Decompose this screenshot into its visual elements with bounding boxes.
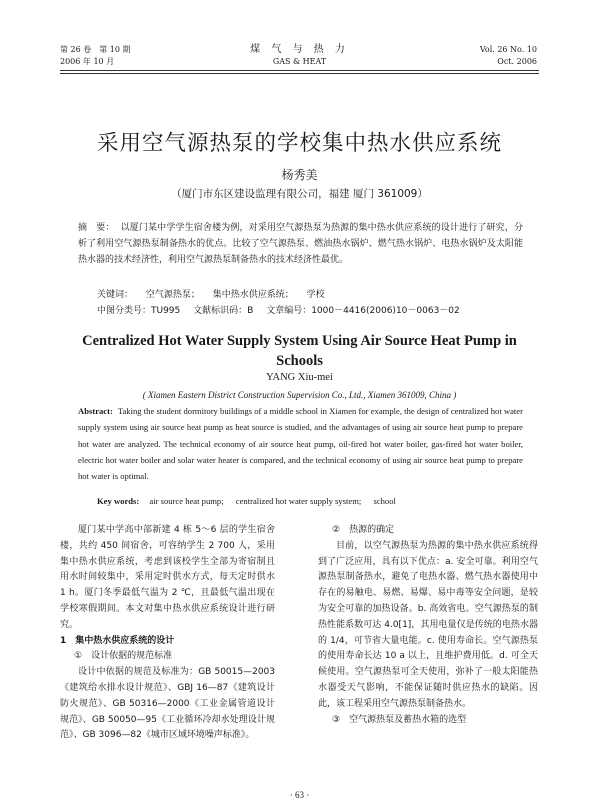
- title-cn: 采用空气源热泵的学校集中热水供应系统: [96, 131, 502, 156]
- abstract-en-label: Abstract:: [78, 406, 113, 416]
- intro-paragraph: 厦门某中学高中部新建 4 栋 5～6 层的学生宿舍楼，共约 450 间宿舍，可容纳学生 2 700 人，采用集中热水供应系统，考虑到该校学生全部为寄宿制且用水时间较集中，采用定时供水方式，每天定时供水 1 h。厦门冬季最低气温为 2 ℃，且最低气温出现在学校寒假期间。本文对集中热水供应系统设计进行研究。: [60, 525, 275, 630]
- header-rule-top: [60, 70, 539, 71]
- keyword-en: school: [373, 496, 396, 506]
- document-code: 文献标识码：B: [193, 306, 254, 316]
- body-column-right: [318, 523, 538, 728]
- volume-issue-cn: 第 26 卷 第 10 期: [60, 45, 131, 54]
- title-en: Centralized Hot Water Supply System Using Air Source Heat Pump in Schools: [82, 333, 517, 369]
- journal-name-cn: 煤 气 与 热 力: [250, 44, 349, 55]
- keyword-cn: 集中热水供应系统；: [212, 290, 294, 300]
- keyword-en: air source heat pump;: [149, 496, 224, 506]
- keywords-en: [97, 496, 406, 506]
- page-number: · 63 ·: [289, 790, 310, 800]
- journal-name-en: GAS & HEAT: [272, 57, 327, 66]
- keywords-cn: [97, 287, 335, 300]
- volume-issue-en: Vol. 26 No. 10: [479, 45, 537, 54]
- clc-number: 中图分类号：TU995: [97, 306, 181, 316]
- author-en: YANG Xiu-mei: [266, 372, 333, 383]
- header-right: [480, 44, 537, 68]
- classification-line: [97, 303, 470, 316]
- affiliation-cn: （厦门市东区建设监理有限公司，福建 厦门 361009）: [171, 188, 428, 200]
- abstract-en: [78, 403, 523, 484]
- subsection-heading: ② 热源的确定: [332, 525, 395, 535]
- keyword-cn: 学校: [306, 290, 325, 300]
- abstract-en-text: Taking the student dormitory buildings of a middle school in Xiamen for example, the design of centralized hot water supply system using air source heat pump as heat source is studied, and the advantages of using air source heat pump to prepare hot water are analyzed. The technical economy of air source heat pump, oil-fired hot water boiler, gas-fired hot water boiler, electric hot water boiler and solar water heater is compared, and the technical economy of using air source heat pump to prepare hot water is optimal.: [78, 406, 523, 482]
- keywords-en-label: Key words:: [97, 496, 140, 506]
- affiliation-en: ( Xiamen Eastern District Construction Supervision Co., Ltd., Xiamen 361009, China ): [142, 390, 457, 400]
- abstract-cn-text: 以厦门某中学学生宿舍楼为例，对采用空气源热泵为热源的集中热水供应系统的设计进行了研究，分析了利用空气源热泵制备热水的优点。比较了空气源热泵、燃油热水锅炉、燃气热水锅炉、电热水锅炉及太阳能热水器的技术经济性，利用空气源热泵制备热水的技术经济性最优。: [78, 223, 523, 265]
- author-cn: 杨秀美: [281, 168, 318, 182]
- body-paragraph: 目前，以空气源热泵为热源的集中热水供应系统得到了广泛应用，具有以下优点：a. 安全可靠。利用空气源热泵制备热水，避免了电热水器、燃气热水器使用中存在的易触电、易燃、易爆、易中毒等安全问题，是较为安全可靠的加热设备。b. 高效省电。空气源热泵的制热性能系数可达 4.0[1]，其用电量仅是传统的电热水器的 1/4，可节省大量电能。c. 使用寿命长。空气源热泵的使用寿命长达 10 a 以上，且维护费用低。d. 可全天候使用。空气源热泵可全天使用，弥补了一般太阳能热水器受天气影响，不能保证随时供应热水的缺陷。因此，该工程采用空气源热泵制备热水。: [318, 540, 538, 709]
- subsection-heading: ① 设计依据的规范标准: [74, 651, 173, 662]
- article-number: 文章编号：1000－4416(2006)10－0063－02: [266, 306, 460, 316]
- date-en: Oct. 2006: [497, 57, 537, 66]
- abstract-cn-label: 摘 要：: [78, 223, 115, 233]
- keywords-cn-label: 关键词：: [97, 290, 134, 300]
- date-cn: 2006 年 10 月: [60, 57, 115, 66]
- body-column-left: [60, 523, 275, 744]
- body-paragraph: 设计中依据的规范及标准为：GB 50015—2003《建筑给水排水设计规范》、GBJ 16—87《建筑设计防火规范》、GB 50316—2000《工业金属管道设计规范》、GB 50050—95《工业循环冷却水处理设计规范》、GB 3096—82《城市区域环境噪声标准》。: [60, 667, 275, 741]
- section-heading: 1 集中热水供应系统的设计: [60, 635, 175, 646]
- subsection-heading: ③ 空气源热泵及蓄热水箱的选型: [332, 714, 467, 725]
- header-rule-bottom: [60, 73, 539, 74]
- keyword-en: centralized hot water supply system;: [235, 496, 362, 506]
- keyword-cn: 空气源热泵；: [145, 290, 200, 300]
- abstract-cn: [78, 220, 523, 268]
